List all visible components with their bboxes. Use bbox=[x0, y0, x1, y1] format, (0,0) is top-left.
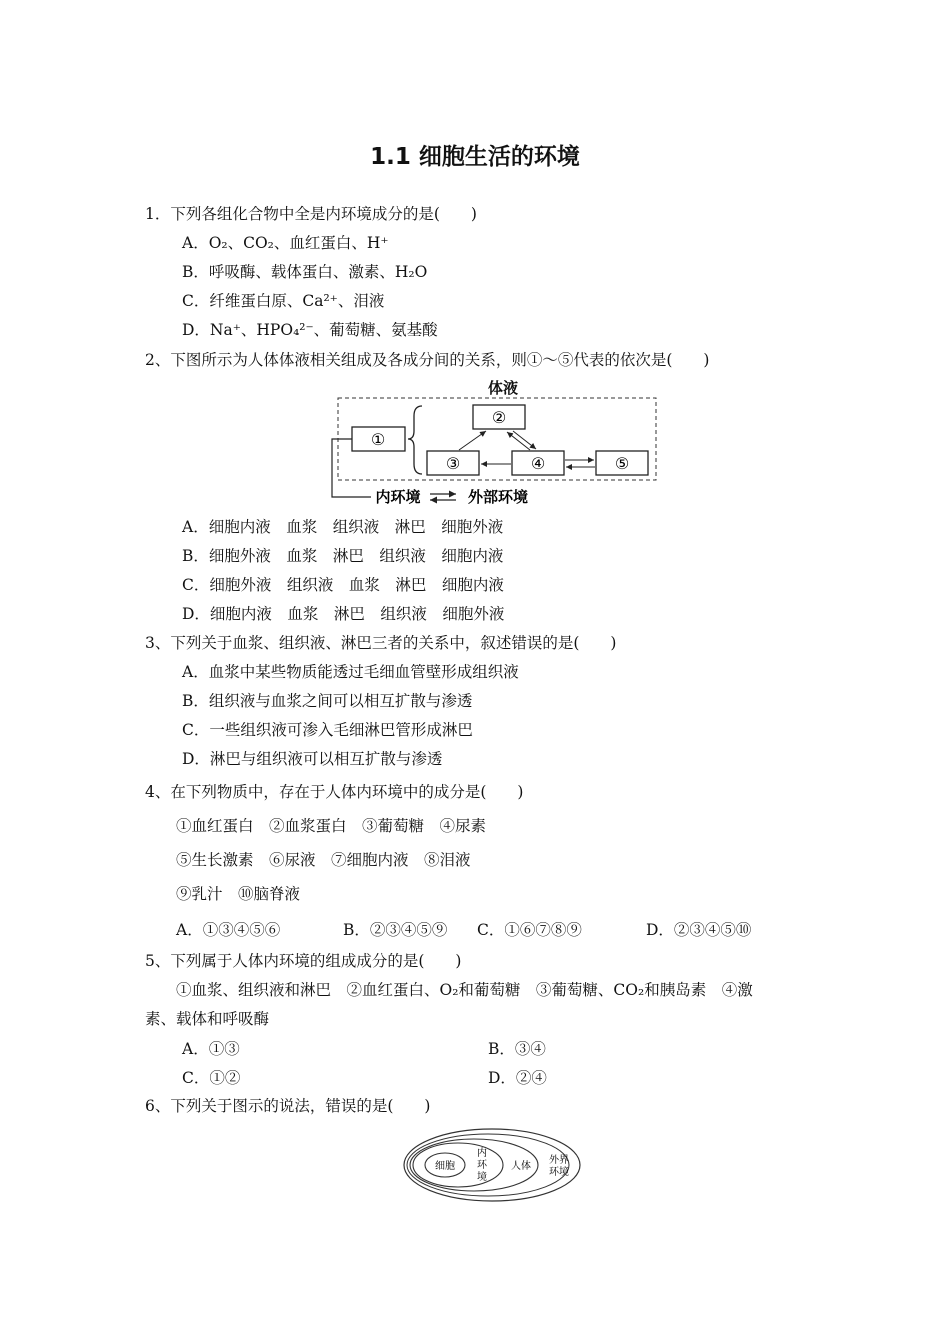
question-4-stem: 4、在下列物质中，存在于人体内环境中的成分是( ) bbox=[145, 783, 524, 801]
box-2-label: ② bbox=[491, 408, 507, 427]
external-label-1: 外界 bbox=[549, 1155, 569, 1166]
q1-option-a: A．O₂、CO₂、血红蛋白、H⁺ bbox=[182, 234, 389, 252]
body-fluid-label: 体液 bbox=[487, 379, 519, 397]
question-6-stem: 6、下列关于图示的说法，错误的是( ) bbox=[145, 1097, 431, 1115]
q4-option-d: D．②③④⑤⑩ bbox=[646, 921, 752, 939]
q4-items-line-1: ①血红蛋白 ②血浆蛋白 ③葡萄糖 ④尿素 bbox=[176, 817, 487, 835]
q3-option-b: B．组织液与血浆之间可以相互扩散与渗透 bbox=[182, 692, 473, 710]
q3-option-a: A．血浆中某些物质能透过毛细血管壁形成组织液 bbox=[182, 663, 519, 681]
external-environment-inner-ring bbox=[407, 1134, 569, 1196]
internal-environment-ellipse bbox=[413, 1143, 503, 1187]
question-3-stem: 3、下列关于血浆、组织液、淋巴三者的关系中，叙述错误的是( ) bbox=[145, 634, 617, 652]
q5-option-b: B．③④ bbox=[488, 1040, 546, 1058]
box-5-label: ⑤ bbox=[614, 454, 630, 473]
nested-environment-diagram bbox=[402, 1128, 584, 1204]
q5-items-line-1: ①血浆、组织液和淋巴 ②血红蛋白、O₂和葡萄糖 ③葡萄糖、CO₂和胰岛素 ④激 bbox=[176, 981, 753, 999]
body-label: 人体 bbox=[511, 1161, 531, 1172]
q5-items-line-2: 素、载体和呼吸酶 bbox=[145, 1010, 270, 1028]
q2-option-c: C．细胞外液 组织液 血浆 淋巴 细胞内液 bbox=[182, 576, 504, 594]
body-fluid-diagram bbox=[326, 376, 666, 511]
q1-option-d: D．Na⁺、HPO₄²⁻、葡萄糖、氨基酸 bbox=[182, 321, 438, 339]
q2-option-a: A．细胞内液 血浆 组织液 淋巴 细胞外液 bbox=[182, 518, 504, 536]
q4-option-a: A．①③④⑤⑥ bbox=[176, 921, 281, 939]
q1-option-c: C．纤维蛋白原、Ca²⁺、泪液 bbox=[182, 292, 385, 310]
q3-option-c: C．一些组织液可渗入毛细淋巴管形成淋巴 bbox=[182, 721, 473, 739]
box-4-label: ④ bbox=[530, 454, 546, 473]
q3-option-d: D．淋巴与组织液可以相互扩散与渗透 bbox=[182, 750, 443, 768]
page-title: 1.1 细胞生活的环境 bbox=[370, 144, 580, 170]
brace bbox=[408, 406, 422, 474]
q4-items-line-2: ⑤生长激素 ⑥尿液 ⑦细胞内液 ⑧泪液 bbox=[176, 851, 471, 869]
question-2-stem: 2、下图所示为人体体液相关组成及各成分间的关系，则①～⑤代表的依次是( ) bbox=[145, 351, 710, 369]
internal-label-2: 环 bbox=[477, 1160, 487, 1171]
q5-option-c: C．①② bbox=[182, 1069, 241, 1087]
q4-items-line-3: ⑨乳汁 ⑩脑脊液 bbox=[176, 885, 301, 903]
external-label-2: 环境 bbox=[549, 1167, 569, 1178]
box-3-label: ③ bbox=[445, 454, 461, 473]
q1-option-b: B．呼吸酶、载体蛋白、激素、H₂O bbox=[182, 263, 428, 281]
box-1-label: ① bbox=[370, 430, 386, 449]
question-1-stem: 1．下列各组化合物中全是内环境成分的是( ) bbox=[145, 205, 477, 223]
q5-option-d: D．②④ bbox=[488, 1069, 547, 1087]
q4-option-c: C．①⑥⑦⑧⑨ bbox=[477, 921, 582, 939]
arrow-3-to-2 bbox=[459, 431, 486, 450]
cell-label: 细胞 bbox=[435, 1161, 455, 1172]
question-5-stem: 5、下列属于人体内环境的组成成分的是( ) bbox=[145, 952, 462, 970]
internal-label-3: 境 bbox=[477, 1172, 487, 1183]
q2-option-d: D．细胞内液 血浆 淋巴 组织液 细胞外液 bbox=[182, 605, 505, 623]
q4-option-b: B．②③④⑤⑨ bbox=[343, 921, 448, 939]
internal-environment-label: 内环境 bbox=[375, 488, 421, 506]
external-environment-label: 外部环境 bbox=[467, 488, 529, 506]
internal-label-1: 内 bbox=[477, 1148, 487, 1159]
q5-option-a: A．①③ bbox=[182, 1040, 240, 1058]
q2-option-b: B．细胞外液 血浆 淋巴 组织液 细胞内液 bbox=[182, 547, 504, 565]
